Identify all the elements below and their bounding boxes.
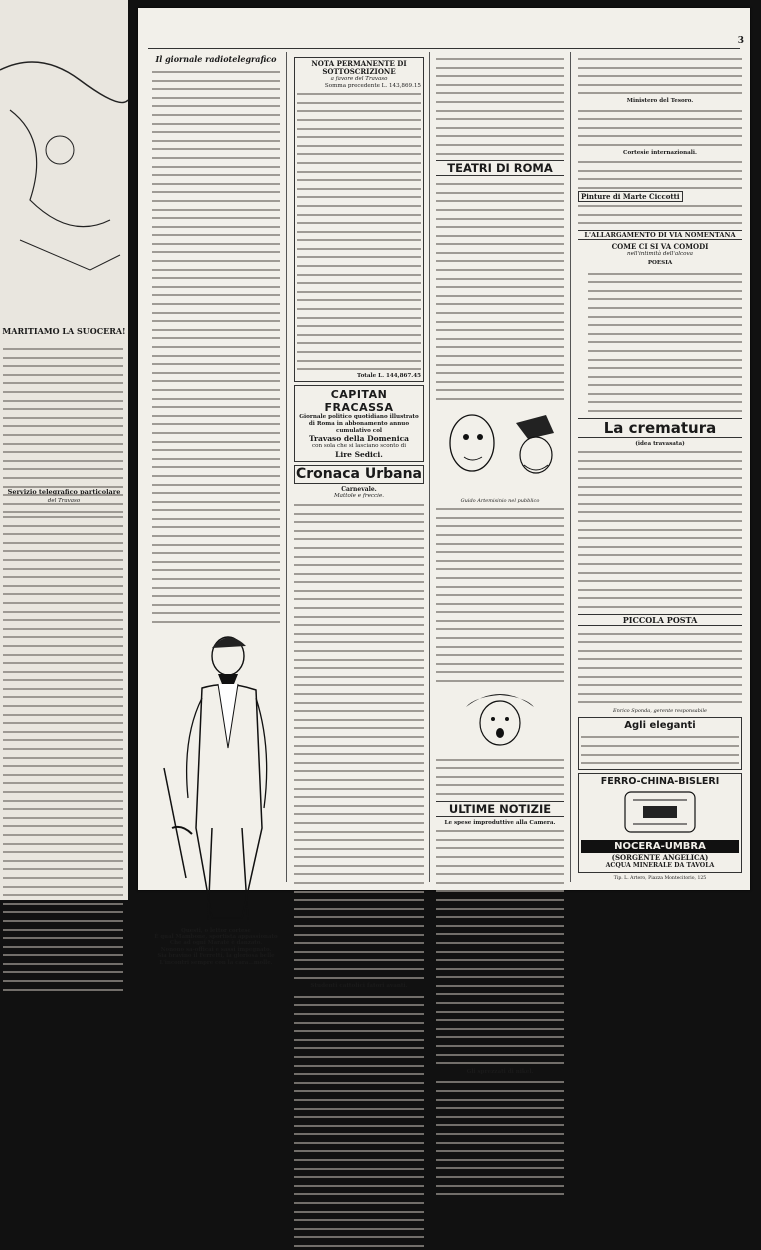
- teatri-text: [436, 179, 564, 402]
- spese-sub-heading: Gli sprezzati di nikel.: [466, 1068, 534, 1075]
- ultime-text: [436, 826, 564, 1067]
- caption-line: Che ad ogni Maratè è danzato.: [169, 940, 263, 947]
- illustration-caption: [152, 928, 280, 966]
- subscription-box: [294, 57, 424, 382]
- ministero-text: [578, 106, 742, 149]
- lire-sedici: Lire Sedici.: [335, 449, 383, 459]
- bottle-illustration: [585, 788, 735, 836]
- piccola-posta-title: PICCOLA POSTA: [578, 614, 742, 626]
- ultime-notizie-title: ULTIME NOTIZIE: [436, 801, 564, 817]
- travaso-domenica: Travaso della Domenica: [308, 434, 410, 444]
- caption-line: L'incontri sempre con la cara...molle.: [159, 959, 273, 966]
- subscription-sub: a favore del Travaso: [330, 76, 388, 82]
- poem-text: [578, 269, 742, 415]
- cremazione-title: La crematura: [578, 418, 742, 438]
- teatri-text-3: [436, 755, 564, 798]
- studenti-heading: Studenti cattolici fatori avanti.: [310, 983, 408, 990]
- pintura-box: [578, 191, 742, 227]
- previous-page: [0, 0, 128, 900]
- col3-intro-text: [436, 54, 564, 157]
- cortesie-text: [578, 157, 742, 191]
- capitan-title: CAPITAN FRACASSA: [324, 388, 394, 415]
- previous-label: Somma precedente L.: [324, 82, 388, 89]
- come-title: COME CI SI VA COMODI: [611, 241, 709, 251]
- cremazione-sub: (idea travasata): [635, 440, 685, 447]
- acqua-line: ACQUA MINERALE DA TAVOLA: [605, 862, 715, 870]
- carnevale-sub: Mattole e freccie.: [333, 493, 385, 500]
- cremazione-text: [578, 447, 742, 610]
- teatri-title: TEATRI DI ROMA: [436, 160, 564, 176]
- pintura-title: Pinture di Marte Ciccotti: [578, 191, 683, 202]
- ultime-text-2: [436, 1077, 564, 1197]
- agli-eleganti-ad: [578, 717, 742, 769]
- con-sola: con sola che si lasciano sconto di: [311, 443, 407, 450]
- caption-line: Nonono sa-officai e sassi impegnato.: [160, 946, 272, 953]
- prev-headline: MARITIAMO LA SUOCERA!: [2, 326, 126, 336]
- capitan-fracassa-box: [294, 385, 424, 461]
- cronaca-urbana-title: Cronaca Urbana: [296, 465, 422, 482]
- subscription-previous: [297, 83, 421, 90]
- piccola-posta-text: [578, 629, 742, 706]
- prev-text-block: [3, 344, 123, 516]
- column-1: [152, 54, 280, 966]
- allargamento-title: L'ALLARGAMENTO DI VIA NOMENTANA: [578, 230, 742, 240]
- col4-intro-text: [578, 54, 742, 97]
- nocera-title: NOCERA-UMBRA: [581, 840, 739, 853]
- cronaca-text: [294, 500, 424, 981]
- caption-line: È qual Mambone, sportista appassionato: [154, 934, 278, 940]
- teatri-text-2: [436, 504, 564, 684]
- woman-face-illustration: [436, 685, 564, 755]
- gerente-line: Enrico Sponda, gerente responsabile: [612, 707, 707, 714]
- column-3: [436, 54, 564, 1075]
- radiotelegrafico-title: Il giornale radiotelegrafico: [155, 54, 277, 64]
- page-number: 3: [737, 36, 744, 46]
- caricature-illustration: [436, 403, 564, 498]
- agli-eleganti-title: Agli eleganti: [624, 720, 696, 732]
- column-4: [578, 54, 742, 884]
- spese-heading: Le spese improduttive alla Camera.: [444, 819, 556, 826]
- column-2: [294, 54, 424, 990]
- previous-value: 143,869.15: [388, 82, 421, 89]
- caption-line: Questi, o lettor cortese: [181, 927, 251, 934]
- top-rule: [148, 48, 740, 49]
- subscription-grand-total: Totale L. 144,867.45: [357, 372, 421, 379]
- subscription-title: NOTA PERMANENTE DI SOTTOSCRIZIONE: [311, 59, 407, 76]
- cortesie-heading: Cortesie internazionali.: [623, 149, 697, 156]
- newspaper-page: [138, 8, 750, 1075]
- come-sub: nell'intimità dell'alcova: [626, 251, 694, 258]
- poesia-heading: POESIA: [647, 259, 673, 266]
- radiotelegrafico-text: [152, 67, 280, 626]
- ministero-heading: Ministero del Tesoro.: [626, 97, 694, 104]
- printer-line: Tip. L. Artero, Piazza Montecitorio, 125: [613, 876, 707, 882]
- cartoon-caption: Guido Artemisinio nel pubblico: [460, 497, 540, 504]
- ferro-china-ad: [578, 773, 742, 874]
- sorgente-line: (SORGENTE ANGELICA): [611, 853, 709, 863]
- man-in-tuxedo-illustration: [152, 628, 280, 928]
- carnevale-heading: Carnevale.: [341, 485, 377, 493]
- studenti-text: [294, 992, 424, 1250]
- caption-line: Sia bravino il Ferretti, la gloriosa belle: [157, 953, 275, 960]
- prev-text-block-2: [3, 512, 123, 993]
- capitan-desc: Giornale politico quotidiano illustrato di Roma in abbonamento annuo cumulativo col: [299, 414, 419, 434]
- prev-page-illustration: [0, 40, 128, 290]
- ferro-china-title: FERRO-CHINA-BISLERI: [600, 775, 720, 787]
